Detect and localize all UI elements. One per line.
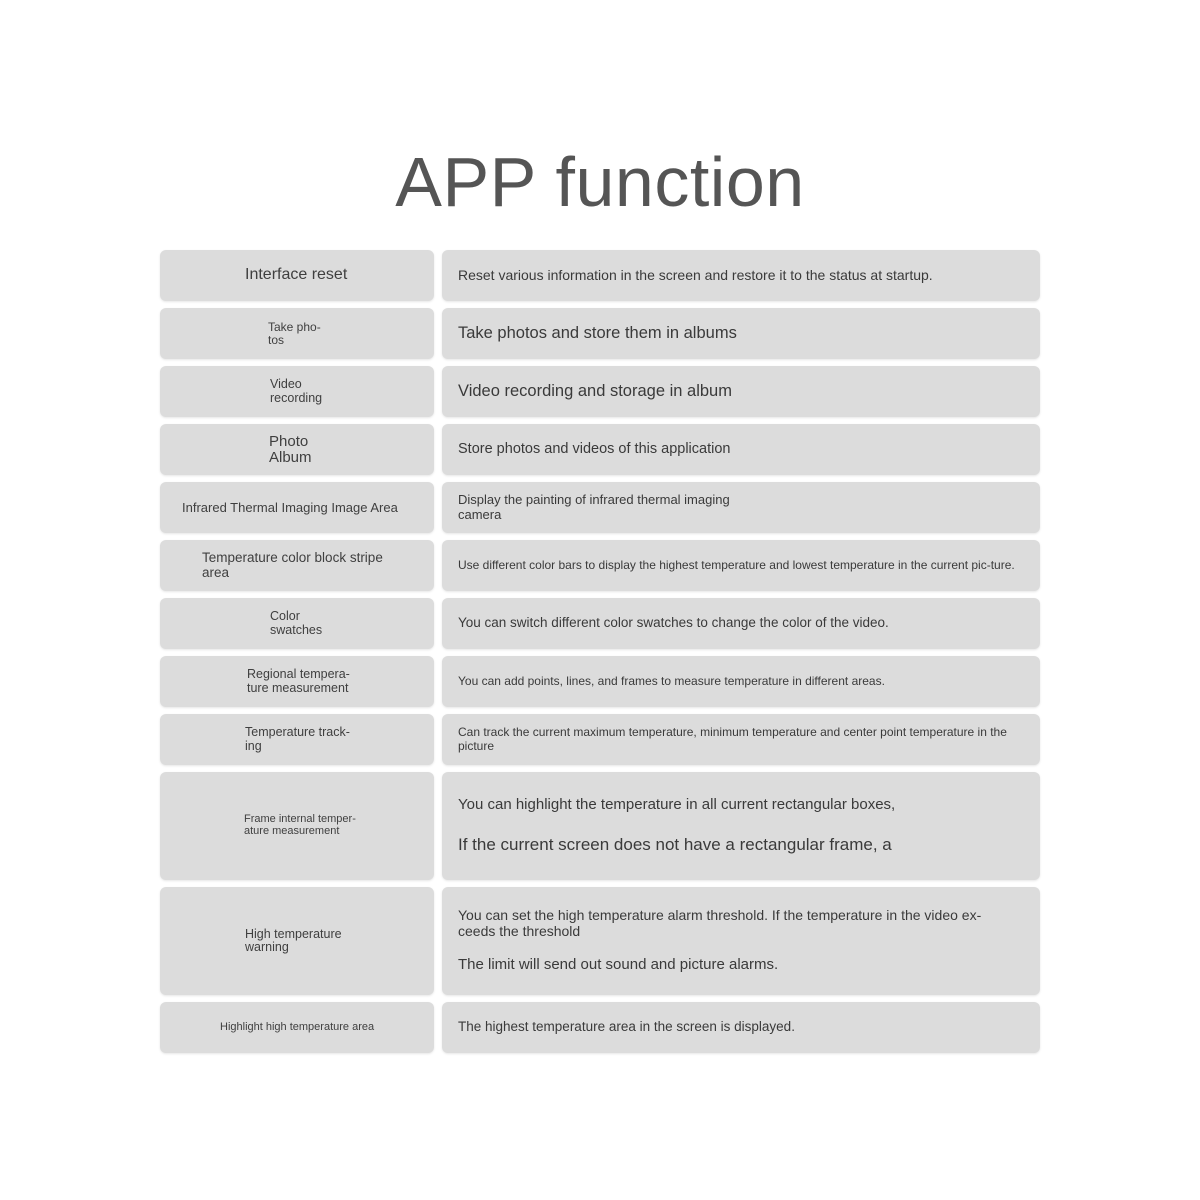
function-label-line: Video [270, 377, 302, 392]
function-label-line: High temperature [245, 926, 342, 941]
function-label-cell [160, 308, 434, 359]
function-label-line: Highlight high temperature area [220, 1020, 375, 1033]
function-label-line: ature measurement [244, 825, 340, 837]
table-row [160, 656, 1040, 707]
function-description-text: Video recording and storage in album [458, 382, 732, 401]
function-label-line: area [202, 564, 230, 580]
function-label-line: warning [245, 940, 289, 954]
function-label-line: Take pho- [268, 319, 321, 334]
function-description-cell [442, 772, 1040, 880]
function-description-cell [442, 598, 1040, 649]
function-description-cell [442, 308, 1040, 359]
function-description-cell [442, 656, 1040, 707]
function-label-line: Album [269, 448, 312, 466]
function-label-cell [160, 772, 434, 880]
function-description-cell [442, 366, 1040, 417]
function-label-cell [160, 1002, 434, 1053]
function-label-line: Photo [269, 432, 309, 450]
function-label-line: tos [268, 332, 285, 347]
function-label-cell [160, 250, 434, 301]
table-row [160, 540, 1040, 591]
function-label-cell [160, 598, 434, 649]
table-row [160, 887, 1040, 995]
function-table [160, 250, 1040, 1060]
function-label-cell [160, 366, 434, 417]
function-label-cell [160, 656, 434, 707]
function-label-line: Regional tempera- [247, 667, 350, 682]
function-description-cell [442, 1002, 1040, 1053]
function-label-line: swatches [270, 622, 323, 637]
function-description-text: You can highlight the temperature in all current rectangular boxes, [458, 796, 896, 814]
table-row [160, 366, 1040, 417]
function-description-text: You can switch different color swatches to change the color of the video. [458, 615, 889, 631]
function-description-text: If the current screen does not have a rectangular frame, a [458, 834, 892, 854]
function-label-line: Frame internal temper- [244, 813, 356, 826]
function-label-line: Color [270, 609, 300, 624]
function-description-cell [442, 482, 1040, 533]
function-label-line: Infrared Thermal Imaging Image Area [182, 499, 398, 515]
function-label-line: ture measurement [247, 680, 349, 695]
function-description-text: The limit will send out sound and picture alarms. [458, 956, 779, 974]
table-row [160, 1002, 1040, 1053]
function-description-text: Store photos and videos of this application [458, 440, 731, 457]
function-description-text: Can track the current maximum temperature, minimum temperature and center point temperature in the picture [458, 725, 1007, 753]
function-label-cell [160, 714, 434, 765]
function-description-text: Display the painting of infrared thermal imaging camera [458, 492, 730, 522]
table-row [160, 598, 1040, 649]
function-description-text: The highest temperature area in the screen is displayed. [458, 1019, 795, 1035]
function-label-cell [160, 424, 434, 475]
function-label-line: Temperature color block stripe [202, 550, 383, 566]
function-label-line: Temperature track- [245, 725, 350, 740]
function-description-cell [442, 887, 1040, 995]
function-label-cell [160, 540, 434, 591]
table-row [160, 424, 1040, 475]
function-description-cell [442, 714, 1040, 765]
table-row [160, 250, 1040, 301]
table-row [160, 714, 1040, 765]
function-label-cell [160, 887, 434, 995]
function-description-text: You can set the high temperature alarm threshold. If the temperature in the video ex-ceeds the threshold [458, 907, 982, 939]
table-row [160, 482, 1040, 533]
table-row [160, 308, 1040, 359]
table-row [160, 772, 1040, 880]
page-title: APP function [395, 143, 805, 221]
function-description-text: Use different color bars to display the highest temperature and lowest temperature in the current pic-ture. [458, 557, 1015, 572]
function-description-text: You can add points, lines, and frames to measure temperature in different areas. [458, 673, 885, 688]
function-label-line: ing [245, 738, 262, 753]
function-description-text: Reset various information in the screen and restore it to the status at startup. [458, 266, 933, 283]
function-label-line: Interface reset [245, 266, 348, 284]
function-description-cell [442, 424, 1040, 475]
function-label-line: recording [270, 390, 323, 405]
function-description-cell [442, 540, 1040, 591]
function-label-cell [160, 482, 434, 533]
function-description-text: Take photos and store them in albums [458, 324, 737, 343]
function-description-cell [442, 250, 1040, 301]
